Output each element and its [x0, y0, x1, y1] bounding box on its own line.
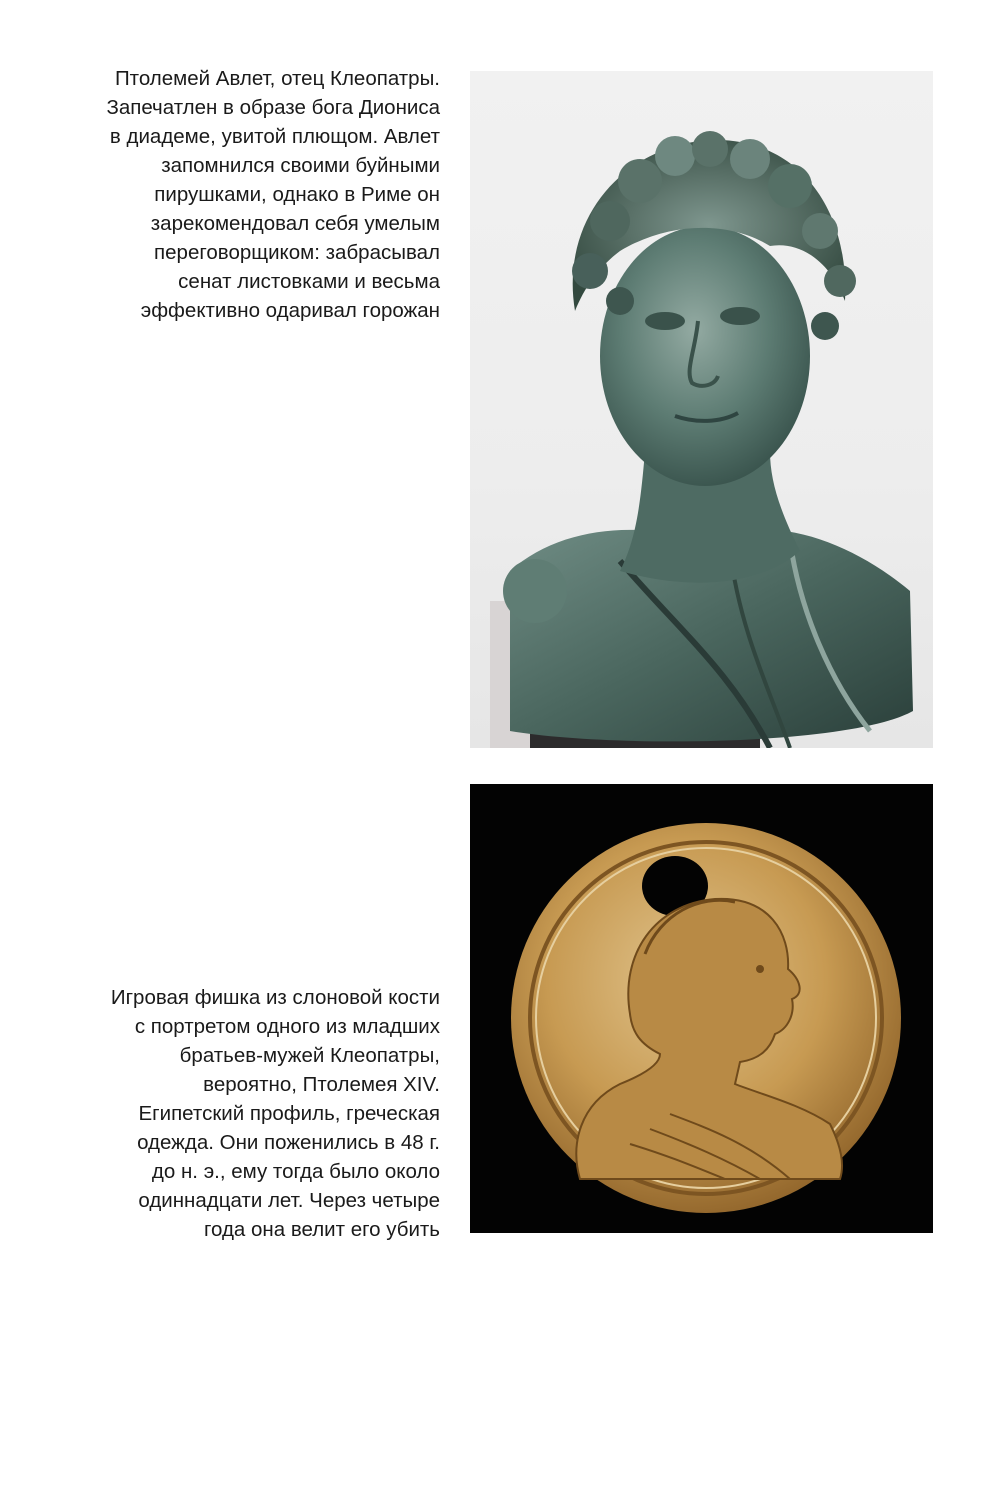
bust-caption: Птолемей Авлет, отец Клеопатры. Запечатлен в образе бога Диониса в диадеме, увитой плющом. Авлет запомнился своими буйными пирушками, однако в Риме он зарекомендовал себя умелым переговорщиком: забрасывал сенат листовками и весьма эффективно одаривал горожан [106, 67, 440, 322]
chip-caption: Игровая фишка из слоновой кости с портретом одного из младших братьев-мужей Клеопатры, вероятно, Птолемея XIV. Египетский профиль, греческая одежда. Они поженились в 48 г. до н. э., ему тогда было около одиннадцати лет. Через четыре года она велит его убить [110, 986, 440, 1241]
ivory-chip-photo [470, 784, 933, 1233]
bust-photo [470, 71, 933, 748]
ivory-chip-illustration [470, 784, 933, 1233]
bust-illustration [470, 71, 933, 748]
